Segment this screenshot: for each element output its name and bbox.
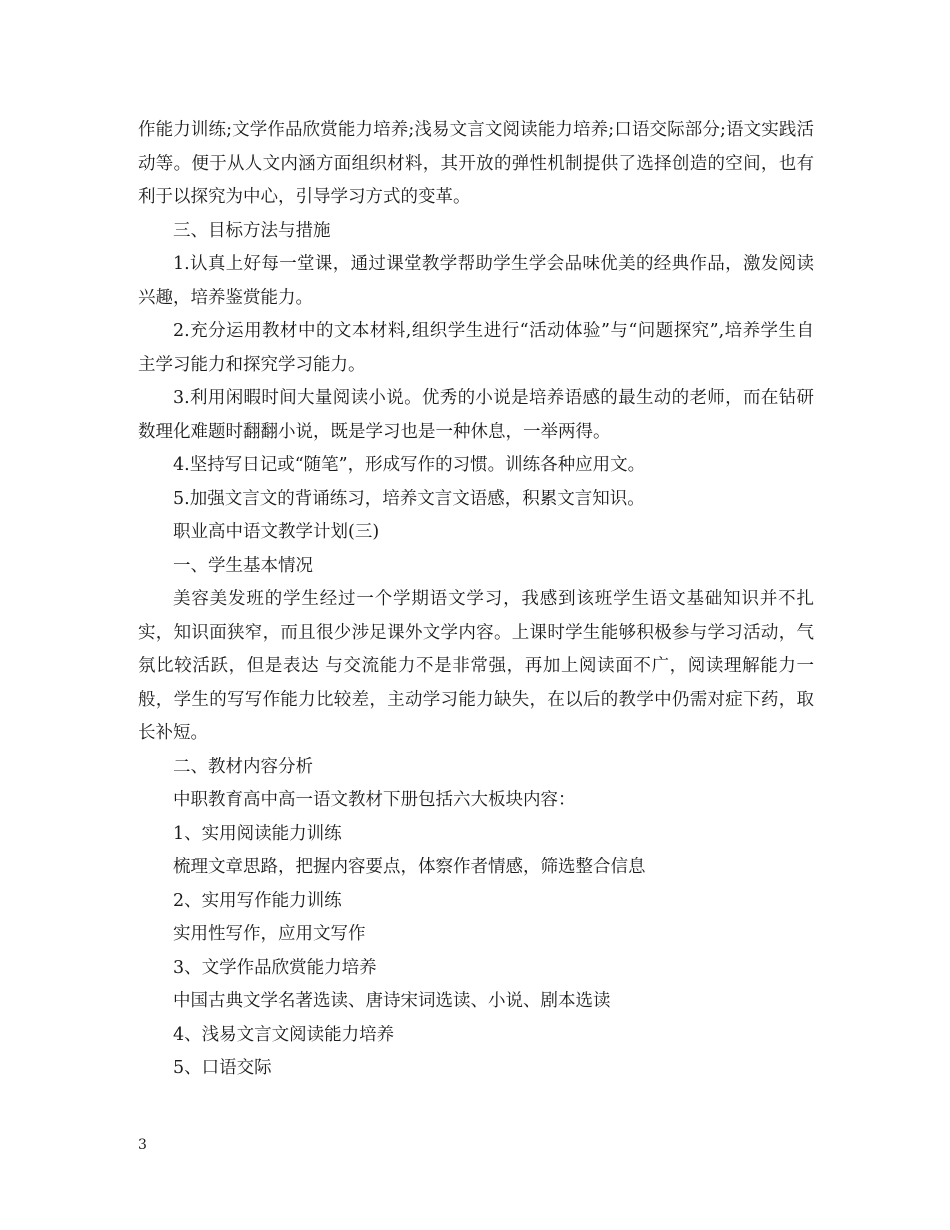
list-item-heading: 3、文学作品欣赏能力培养 xyxy=(173,957,377,978)
list-item-heading: 2、实用写作能力训练 xyxy=(173,890,342,911)
document-title: 职业高中语文教学计划(三) xyxy=(173,522,380,542)
section-heading: 一、学生基本情况 xyxy=(173,555,313,576)
list-item-heading: 1、实用阅读能力训练 xyxy=(173,823,342,844)
section-heading: 二、教材内容分析 xyxy=(173,756,313,777)
section-heading: 三、目标方法与措施 xyxy=(173,220,331,241)
paragraph: 1.认真上好每一堂课，通过课堂教学帮助学生学会品味优美的经典作品，激发阅读兴趣，培养鉴赏能力。 xyxy=(138,254,814,308)
list-item-heading: 5、口语交际 xyxy=(173,1058,272,1078)
paragraph: 中职教育高中高一语文教材下册包括六大板块内容： xyxy=(173,790,576,810)
paragraph: 作能力训练;文学作品欣赏能力培养;浅易文言文阅读能力培养;口语交际部分;语文实践活动等。便于从人文内涵方面组织材料，其开放的弹性机制提供了选择创造的空间，也有利于以探究为中心，引导学习方式的变革。 xyxy=(138,120,814,207)
document-body xyxy=(138,114,814,1086)
paragraph: 美容美发班的学生经过一个学期语文学习，我感到该班学生语文基础知识并不扎实，知识面狭窄，而且很少涉足课外文学内容。上课时学生能够积极参与学习活动，气氛比较活跃，但是表达 与交流能力不是非常强，再加上阅读面不广，阅读理解能力一般，学生的写写作能力比较差，主动学习能力缺失，在以后的教学中仍需对症下药，取长补短。 xyxy=(138,589,814,743)
list-item-detail: 梳理文章思路，把握内容要点，体察作者情感，筛选整合信息 xyxy=(173,857,646,877)
paragraph: 4.坚持写日记或“随笔”，形成写作的习惯。训练各种应用文。 xyxy=(173,455,646,475)
page-number: 3 xyxy=(138,1137,147,1153)
paragraph: 3.利用闲暇时间大量阅读小说。优秀的小说是培养语感的最生动的老师，而在钻研数理化难题时翻翻小说，既是学习也是一种休息，一举两得。 xyxy=(138,388,814,442)
paragraph: 2.充分运用教材中的文本材料,组织学生进行“活动体验”与“问题探究”,培养学生自主学习能力和探究学习能力。 xyxy=(138,321,814,375)
list-item-detail: 中国古典文学名著选读、唐诗宋词选读、小说、剧本选读 xyxy=(173,991,611,1011)
paragraph: 5.加强文言文的背诵练习，培养文言文语感，积累文言知识。 xyxy=(173,488,645,509)
list-item-heading: 4、浅易文言文阅读能力培养 xyxy=(173,1024,395,1045)
list-item-detail: 实用性写作，应用文写作 xyxy=(173,924,366,944)
